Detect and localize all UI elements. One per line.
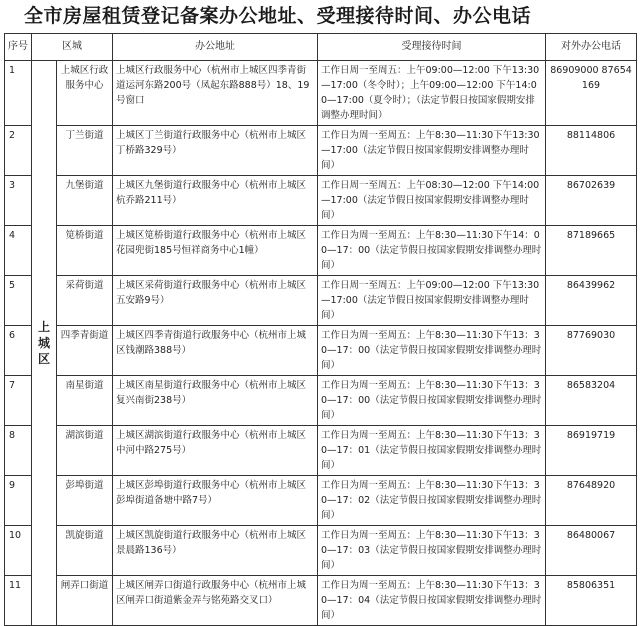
phone-cell: 87648920 (546, 476, 637, 526)
hours-cell: 工作日为周一至周五：上午8:30—11:30下午14：00—17：00（法定节假日按国家假期安排调整办理时间） (318, 226, 546, 276)
header-phone: 对外办公电话 (546, 34, 637, 61)
address-cell: 上城区九堡街道行政服务中心（杭州市上城区杭乔路211号） (113, 176, 318, 226)
row-number: 6 (5, 326, 32, 376)
street-cell: 闸弄口街道 (57, 576, 113, 626)
address-cell: 上城区彭埠街道行政服务中心（杭州市上城区彭埠街道备塘中路7号） (113, 476, 318, 526)
district-cell: 上城区 (32, 61, 57, 626)
row-number: 5 (5, 276, 32, 326)
table-row (5, 326, 637, 376)
street-cell: 采荷街道 (57, 276, 113, 326)
row-number: 8 (5, 426, 32, 476)
hours-cell: 工作日为周一至周五：上午8:30—11:30下午13：30—17：03（法定节假日按国家假期安排调整办理时间） (318, 526, 546, 576)
row-number: 1 (5, 61, 32, 126)
hours-cell: 工作日为周一至周五：上午8:30—11:30下午13：30—17：00（法定节假日按国家假期安排调整办理时间） (318, 376, 546, 426)
table-row (5, 276, 637, 326)
street-cell: 彭埠街道 (57, 476, 113, 526)
table-row (5, 226, 637, 276)
header-no: 序号 (5, 34, 32, 61)
phone-cell: 88114806 (546, 126, 637, 176)
hours-cell: 工作日为周一至周五：上午8:30—11:30下午13：30—17：01（法定节假日按国家假期安排调整办理时间） (318, 426, 546, 476)
address-cell: 上城区闸弄口街道行政服务中心（杭州市上城区闸弄口街道紫金弄与铭苑路交叉口） (113, 576, 318, 626)
address-cell: 上城区采荷街道行政服务中心（杭州市上城区五安路9号） (113, 276, 318, 326)
table-row (5, 61, 637, 126)
street-cell: 九堡街道 (57, 176, 113, 226)
address-cell: 上城区湖滨街道行政服务中心（杭州市上城区中河中路275号） (113, 426, 318, 476)
phone-cell: 87769030 (546, 326, 637, 376)
phone-cell: 86919719 (546, 426, 637, 476)
table-row (5, 526, 637, 576)
hours-cell: 工作日周一至周五：上午09:00—12:00 下午13:30—17:00（法定节假日按国家假期安排调整办理时间） (318, 276, 546, 326)
phone-cell: 86583204 (546, 376, 637, 426)
table-row (5, 126, 637, 176)
address-cell: 上城区四季青街道行政服务中心（杭州市上城区钱潮路388号） (113, 326, 318, 376)
row-number: 4 (5, 226, 32, 276)
street-cell: 湖滨街道 (57, 426, 113, 476)
header-hours: 受理接待时间 (318, 34, 546, 61)
hours-cell: 工作日周一至周五：上午08:30—12:00 下午14:00—17:00（法定节假日按国家假期安排调整办理时间） (318, 176, 546, 226)
header-district: 区城 (32, 34, 113, 61)
phone-cell: 87189665 (546, 226, 637, 276)
phone-cell: 86439962 (546, 276, 637, 326)
table-header-row (5, 34, 637, 61)
row-number: 11 (5, 576, 32, 626)
header-address: 办公地址 (113, 34, 318, 61)
address-cell: 上城区凯旋街道行政服务中心（杭州市上城区景晨路136号） (113, 526, 318, 576)
address-cell: 上城区行政服务中心（杭州市上城区四季青街道运河东路200号（凤起东路888号）18、19号窗口 (113, 61, 318, 126)
street-cell: 笕桥街道 (57, 226, 113, 276)
hours-cell: 工作日为周一至周五：上午8:30—11:30下午13：30—17：04（法定节假日按国家假期安排调整办理时间） (318, 576, 546, 626)
phone-cell: 86702639 (546, 176, 637, 226)
row-number: 7 (5, 376, 32, 426)
table-row (5, 426, 637, 476)
street-cell: 南星街道 (57, 376, 113, 426)
hours-cell: 工作日为周一至周五：上午8:30—11:30下午13：30—17：00（法定节假日按国家假期安排调整办理时间） (318, 326, 546, 376)
street-cell: 凯旋街道 (57, 526, 113, 576)
phone-cell: 86480067 (546, 526, 637, 576)
street-cell: 丁兰街道 (57, 126, 113, 176)
address-cell: 上城区南星街道行政服务中心（杭州市上城区复兴南街238号） (113, 376, 318, 426)
table-row (5, 576, 637, 626)
row-number: 2 (5, 126, 32, 176)
hours-cell: 工作日为周一至周五：上午8:30—11:30下午13：30—17：02（法定节假日按国家假期安排调整办理时间） (318, 476, 546, 526)
street-cell: 四季青街道 (57, 326, 113, 376)
hours-cell: 工作日周一至周五：上午09:00—12:00 下午13:30—17:00（冬令时）；上午09:00—12:00 下午14:00—17:00（夏令时）；（法定节假日按国家假期安排调整办理时间） (318, 61, 546, 126)
row-number: 3 (5, 176, 32, 226)
table-row (5, 476, 637, 526)
phone-cell: 86909000 87654169 (546, 61, 637, 126)
registry-table (4, 33, 637, 626)
table-row (5, 176, 637, 226)
row-number: 9 (5, 476, 32, 526)
address-cell: 上城区笕桥街道行政服务中心（杭州市上城区花园兜街185号恒祥商务中心1幢） (113, 226, 318, 276)
row-number: 10 (5, 526, 32, 576)
hours-cell: 工作日为周一至周五：上午8:30—11:30下午13:30—17:00（法定节假日按国家假期安排调整办理时间） (318, 126, 546, 176)
table-row (5, 376, 637, 426)
street-cell: 上城区行政服务中心 (57, 61, 113, 126)
address-cell: 上城区丁兰街道行政服务中心（杭州市上城区丁桥路329号） (113, 126, 318, 176)
page-title: 全市房屋租赁登记备案办公地址、受理接待时间、办公电话 (24, 5, 532, 27)
phone-cell: 85806351 (546, 576, 637, 626)
